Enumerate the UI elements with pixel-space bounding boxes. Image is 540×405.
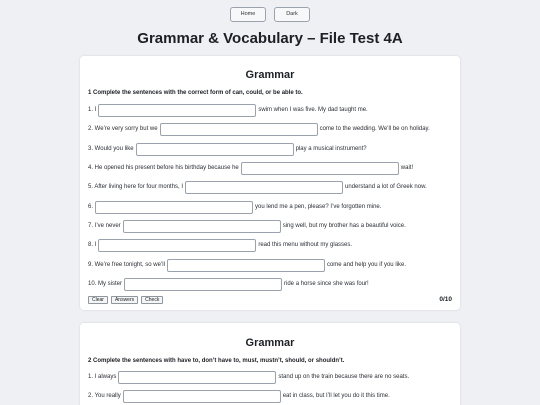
question-text-before: 9. We’re free tonight, so we’ll bbox=[88, 262, 165, 268]
question-row bbox=[88, 142, 367, 156]
question-row bbox=[88, 200, 381, 214]
question-text-before: 7. I’ve never bbox=[88, 223, 121, 229]
top-nav bbox=[0, 7, 540, 22]
answer-input[interactable] bbox=[98, 239, 256, 252]
question-text-before: 1. I bbox=[88, 107, 97, 113]
question-row bbox=[88, 219, 406, 233]
question-row bbox=[88, 389, 390, 403]
question-row bbox=[88, 238, 352, 252]
dark-mode-button[interactable]: Dark bbox=[274, 7, 310, 22]
question-text-before: 6. bbox=[88, 204, 94, 210]
question-text-after: sing well, but my brother has a beautiful voice. bbox=[282, 223, 406, 229]
question-text-before: 2. You really bbox=[88, 393, 121, 399]
home-button[interactable]: Home bbox=[230, 7, 266, 22]
answer-input[interactable] bbox=[160, 123, 318, 136]
question-row bbox=[88, 370, 409, 384]
question-row bbox=[88, 103, 368, 117]
question-text-after: wait! bbox=[400, 165, 414, 171]
question-text-before: 5. After living here for four months, I bbox=[88, 184, 184, 190]
question-text-after: read this menu without my glasses. bbox=[258, 242, 353, 248]
question-row bbox=[88, 161, 413, 175]
question-row bbox=[88, 277, 369, 291]
question-text-after: ride a horse since she was four! bbox=[284, 281, 369, 287]
question-text-after: understand a lot of Greek now. bbox=[345, 184, 427, 190]
answer-input[interactable] bbox=[124, 278, 282, 291]
exercise-instruction: 2 Complete the sentences with have to, don’t have to, must, mustn’t, should, or shouldn’t. bbox=[88, 358, 345, 364]
answer-input[interactable] bbox=[118, 371, 276, 384]
answer-input[interactable] bbox=[95, 201, 253, 214]
question-text-after: come and help you if you like. bbox=[326, 262, 406, 268]
answer-input[interactable] bbox=[136, 143, 294, 156]
answer-input[interactable] bbox=[241, 162, 399, 175]
exercise-controls bbox=[88, 296, 163, 304]
clear-button[interactable]: Clear bbox=[88, 296, 108, 304]
answer-input[interactable] bbox=[98, 104, 256, 117]
question-text-before: 3. Would you like bbox=[88, 146, 134, 152]
question-row bbox=[88, 258, 406, 272]
question-text-after: you lend me a pen, please? I’ve forgotten mine. bbox=[255, 204, 382, 210]
question-text-before: 8. I bbox=[88, 242, 97, 248]
section-heading: Grammar bbox=[245, 69, 295, 81]
answer-input[interactable] bbox=[123, 390, 281, 403]
question-text-before: 2. We’re very sorry but we bbox=[88, 126, 158, 132]
question-row bbox=[88, 180, 427, 194]
question-text-before: 1. I always bbox=[88, 374, 117, 380]
check-button[interactable]: Check bbox=[141, 296, 163, 304]
exercise-instruction: 1 Complete the sentences with the correct form of can, could, or be able to. bbox=[88, 90, 303, 96]
question-text-after: play a musical instrument? bbox=[295, 146, 367, 152]
exercise-card-2 bbox=[80, 323, 460, 405]
question-text-before: 10. My sister bbox=[88, 281, 123, 287]
question-text-after: come to the wedding. We’ll be on holiday. bbox=[319, 126, 430, 132]
question-text-after: stand up on the train because there are no seats. bbox=[278, 374, 410, 380]
answers-button[interactable]: Answers bbox=[111, 296, 138, 304]
question-text-after: eat in class, but I’ll let you do it this time. bbox=[282, 393, 390, 399]
question-text-before: 4. He opened his present before his birthday because he bbox=[88, 165, 239, 171]
answer-input[interactable] bbox=[185, 181, 343, 194]
answer-input[interactable] bbox=[167, 259, 325, 272]
score-display: 0/10 bbox=[439, 296, 452, 303]
page-title: Grammar & Vocabulary – File Test 4A bbox=[137, 30, 403, 47]
exercise-card-1 bbox=[80, 56, 460, 310]
section-heading: Grammar bbox=[245, 337, 295, 349]
question-text-after: swim when I was five. My dad taught me. bbox=[258, 107, 368, 113]
answer-input[interactable] bbox=[123, 220, 281, 233]
question-row bbox=[88, 122, 430, 136]
